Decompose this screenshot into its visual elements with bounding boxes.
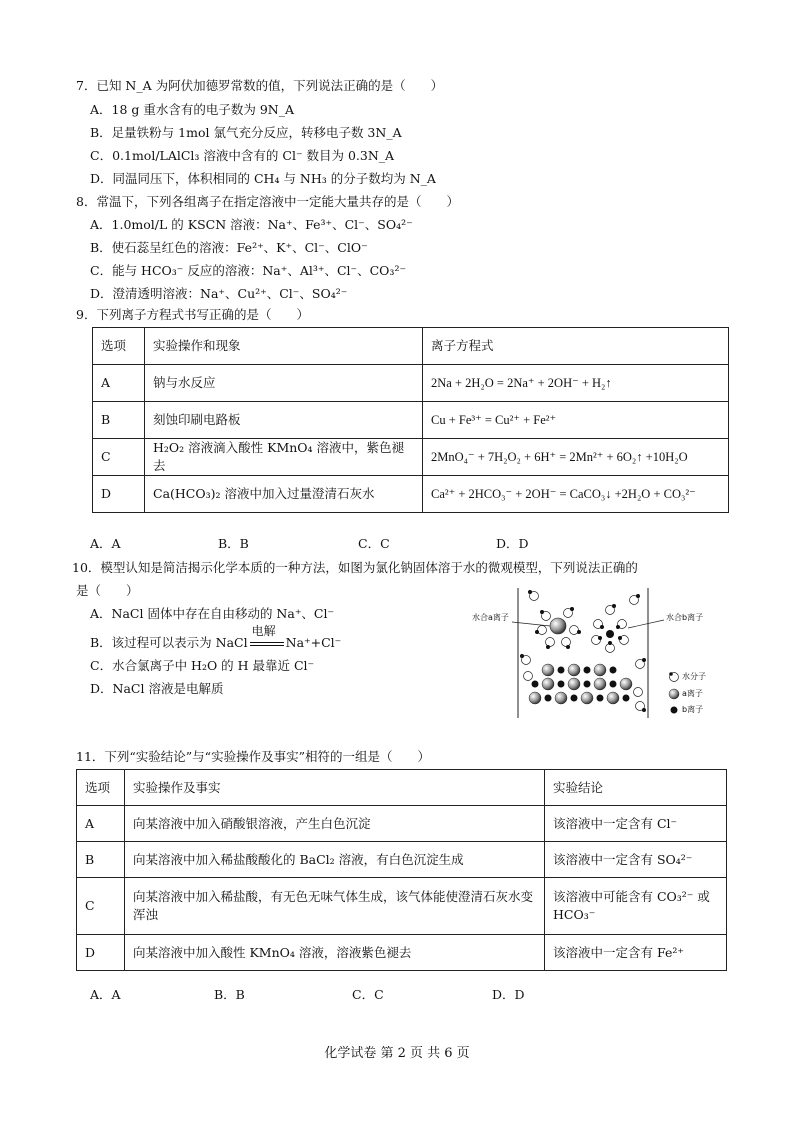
answer-option-c: C．C xyxy=(358,536,390,551)
q9-table xyxy=(92,327,729,513)
table-row xyxy=(77,935,727,971)
legend-a-ion-icon xyxy=(669,689,679,699)
legend-water-label: 水分子 xyxy=(682,672,706,681)
q10-option-d: D．NaCl 溶液是电解质 xyxy=(90,681,224,696)
answer-option-a: A．A xyxy=(90,987,121,1002)
q10-option-b-tail: Na⁺+Cl⁻ xyxy=(285,635,342,650)
table-header-cell: 选项 xyxy=(93,328,145,365)
table-cell: B xyxy=(93,402,145,439)
table-header-row xyxy=(77,770,727,806)
q9-stem: 9．下列离子方程式书写正确的是（ ） xyxy=(76,307,309,322)
legend-b-ion-icon xyxy=(671,707,678,714)
table-cell: D xyxy=(77,935,125,971)
q7-option-b: B．足量铁粉与 1mol 氯气充分反应，转移电子数 3N_A xyxy=(90,125,402,140)
q7-option-a: A．18 g 重水含有的电子数为 9N_A xyxy=(90,102,295,117)
table-cell: 该溶液中一定含有 SO₄²⁻ xyxy=(545,842,727,878)
table-cell: 该溶液中可能含有 CO₃²⁻ 或 HCO₃⁻ xyxy=(545,878,727,935)
equation-cell: Ca²⁺ + 2HCO₃⁻ + 2OH⁻ = CaCO₃↓ +2H₂O + CO₃²⁻ xyxy=(423,476,729,513)
q11-table xyxy=(76,769,727,971)
q7-option-c: C．0.1mol/LAlCl₃ 溶液中含有的 Cl⁻ 数目为 0.3N_A xyxy=(90,148,395,163)
q7-option-d: D．同温同压下，体积相同的 CH₄ 与 NH₃ 的分子数均为 N_A xyxy=(90,171,436,186)
pointer-line-b xyxy=(628,620,664,628)
q10-stem-line2: 是（ ） xyxy=(76,583,139,598)
equation-cell: 2MnO₄⁻ + 7H₂O₂ + 6H⁺ = 2Mn²⁺ + 6O₂↑ +10H₂O xyxy=(423,439,729,476)
q8-option-a: A．1.0mol/L 的 KSCN 溶液：Na⁺、Fe³⁺、Cl⁻、SO₄²⁻ xyxy=(90,217,413,232)
label-hydrated-b: 水合b离子 xyxy=(666,613,704,622)
nacl-crystal-lattice xyxy=(524,664,647,712)
page-footer: 化学试卷 第 2 页 共 6 页 xyxy=(324,1046,470,1061)
answer-option-d: D．D xyxy=(492,987,525,1002)
table-cell: 向某溶液中加入硝酸银溶液，产生白色沉淀 xyxy=(125,806,545,842)
table-row xyxy=(77,878,727,935)
legend-a-ion-label: a离子 xyxy=(682,689,703,698)
table-row xyxy=(93,476,729,513)
answer-option-d: D．D xyxy=(496,536,529,551)
q8-option-d: D．澄清透明溶液：Na⁺、Cu²⁺、Cl⁻、SO₄²⁻ xyxy=(90,286,348,301)
label-hydrated-a: 水合a离子 xyxy=(472,613,509,622)
table-header-cell: 离子方程式 xyxy=(423,328,729,365)
hydrated-a-ion xyxy=(535,607,581,649)
q10-stem-line1: 10．模型认知是简洁揭示化学本质的一种方法，如图为氯化钠固体溶于水的微观模型，下列说法正确的 xyxy=(72,560,638,575)
nacl-dissolution-figure xyxy=(468,588,716,718)
q10-option-a: A．NaCl 固体中存在自由移动的 Na⁺、Cl⁻ xyxy=(90,606,335,621)
table-row xyxy=(93,365,729,402)
table-cell: 钠与水反应 xyxy=(145,365,423,402)
table-row xyxy=(93,439,729,476)
q10-option-c: C．水合氯离子中 H₂O 的 H 最靠近 Cl⁻ xyxy=(90,658,315,673)
table-header-cell: 选项 xyxy=(77,770,125,806)
table-header-cell: 实验结论 xyxy=(545,770,727,806)
q9-answer-options xyxy=(90,535,529,553)
table-cell: A xyxy=(93,365,145,402)
hydrated-b-ion xyxy=(592,604,629,653)
table-header-cell: 实验操作及事实 xyxy=(125,770,545,806)
q10-option-b-text: B．该过程可以表示为 NaCl xyxy=(90,635,248,650)
table-row xyxy=(77,806,727,842)
equation-cell: 2Na + 2H₂O = 2Na⁺ + 2OH⁻ + H₂↑ xyxy=(423,365,729,402)
answer-option-a: A．A xyxy=(90,536,121,551)
electrolysis-arrow xyxy=(248,624,286,652)
table-row xyxy=(93,402,729,439)
q11-answer-options xyxy=(90,986,525,1004)
arrow-condition: 电解 xyxy=(251,624,276,638)
table-cell: C xyxy=(77,878,125,935)
table-cell: 该溶液中一定含有 Cl⁻ xyxy=(545,806,727,842)
q8-stem: 8．常温下，下列各组离子在指定溶液中一定能大量共存的是（ ） xyxy=(76,194,459,209)
table-cell: C xyxy=(93,439,145,476)
nacl-model-diagram xyxy=(468,588,716,718)
table-cell: 向某溶液中加入酸性 KMnO₄ 溶液，溶液紫色褪去 xyxy=(125,935,545,971)
table-cell: A xyxy=(77,806,125,842)
q8-option-c: C．能与 HCO₃⁻ 反应的溶液：Na⁺、Al³⁺、Cl⁻、CO₃²⁻ xyxy=(90,263,407,278)
q11-stem: 11．下列“实验结论”与“实验操作及事实”相符的一组是（ ） xyxy=(76,749,430,764)
equation-cell: Cu + Fe³⁺ = Cu²⁺ + Fe²⁺ xyxy=(423,402,729,439)
q7-stem: 7．已知 N_A 为阿伏加德罗常数的值，下列说法正确的是（ ） xyxy=(76,78,444,93)
table-cell: B xyxy=(77,842,125,878)
table-cell: 该溶液中一定含有 Fe²⁺ xyxy=(545,935,727,971)
table-header-row xyxy=(93,328,729,365)
answer-option-b: B．B xyxy=(218,536,249,551)
table-row xyxy=(77,842,727,878)
table-cell: Ca(HCO₃)₂ 溶液中加入过量澄清石灰水 xyxy=(145,476,423,513)
q8-option-b: B．使石蕊呈红色的溶液：Fe²⁺、K⁺、Cl⁻、ClO⁻ xyxy=(90,240,368,255)
equals-sign-icon xyxy=(250,642,284,646)
table-cell: 刻蚀印刷电路板 xyxy=(145,402,423,439)
table-cell: 向某溶液中加入稀盐酸，有无色无味气体生成，该气体能使澄清石灰水变浑浊 xyxy=(125,878,545,935)
table-cell: D xyxy=(93,476,145,513)
table-cell: 向某溶液中加入稀盐酸酸化的 BaCl₂ 溶液，有白色沉淀生成 xyxy=(125,842,545,878)
answer-option-c: C．C xyxy=(352,987,384,1002)
table-header-cell: 实验操作和现象 xyxy=(145,328,423,365)
answer-option-b: B．B xyxy=(214,987,245,1002)
q10-option-b xyxy=(90,624,342,652)
table-cell: H₂O₂ 溶液滴入酸性 KMnO₄ 溶液中，紫色褪去 xyxy=(145,439,423,476)
legend-b-ion-label: b离子 xyxy=(682,705,704,714)
